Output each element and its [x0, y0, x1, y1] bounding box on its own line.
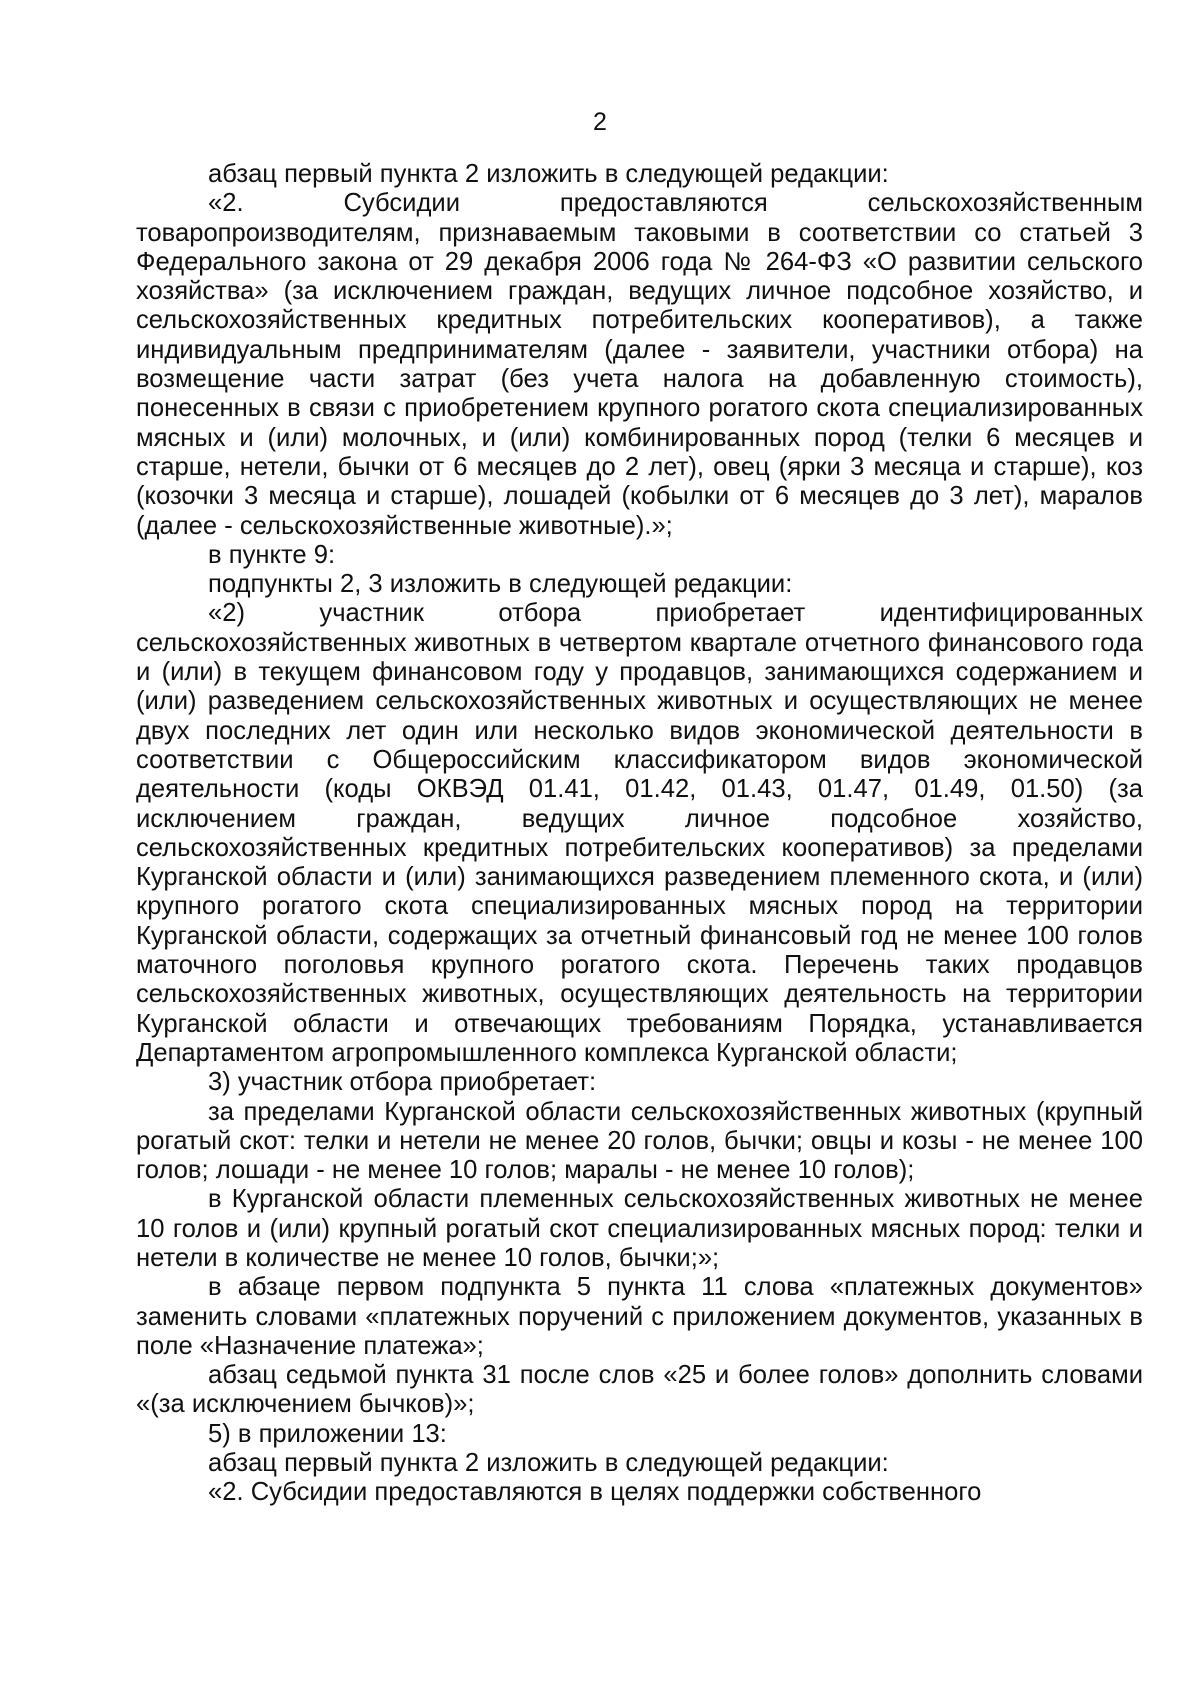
paragraph: в Курганской области племенных сельскохозяйственных животных не менее 10 голов и (или) крупный рогатый скот специализированных мясных пород: телки и нетели в количестве не менее 10 голов, бычки;»; — [136, 1185, 1143, 1272]
paragraph: «2. Субсидии предоставляются в целях поддержки собственного — [208, 1478, 982, 1507]
page-number: 2 — [593, 108, 607, 136]
paragraph: «2. Субсидии предоставляются сельскохозяйственным товаропроизводителям, признаваемым таковыми в соответствии со статьей 3 Федерального закона от 29 декабря 2006 года № 264-ФЗ «О развитии сельского хозяйства» (за исключением граждан, ведущих личное подсобное хозяйство, и сельскохозяйственных кредитных потребительских кооперативов), а также индивидуальным предпринимателям (далее - заявители, участники отбора) на возмещение части затрат (без учета налога на добавленную стоимость), понесенных в связи с приобретением крупного рогатого скота специализированных мясных и (или) молочных, и (или) комбинированных пород (телки 6 месяцев и старше, нетели, бычки от 6 месяцев до 2 лет), овец (ярки 3 месяца и старше), коз (козочки 3 месяца и старше), лошадей (кобылки от 6 месяцев до 3 лет), маралов (далее - сельскохозяйственные животные).»; — [136, 189, 1143, 540]
paragraph: 5) в приложении 13: — [208, 1419, 447, 1448]
paragraph: «2) участник отбора приобретает идентифицированных сельскохозяйственных животных в четвертом квартале отчетного финансового года и (или) в текущем финансовом году у продавцов, занимающихся содержанием и (или) разведением сельскохозяйственных животных и осуществляющих не менее двух последних лет один или несколько видов экономической деятельности в соответствии с Общероссийским классификатором видов экономической деятельности (коды ОКВЭД 01.41, 01.42, 01.43, 01.47, 01.49, 01.50) (за исключением граждан, ведущих личное подсобное хозяйство, сельскохозяйственных кредитных потребительских кооперативов) за пределами Курганской области и (или) занимающихся разведением племенного скота, и (или) крупного рогатого скота специализированных мясных пород на территории Курганской области, содержащих за отчетный финансовый год не менее 100 голов маточного поголовья крупного рогатого скота. Перечень таких продавцов сельскохозяйственных животных, осуществляющих деятельность на территории Курганской области и отвечающих требованиям Порядка, устанавливается Департаментом агропромышленного комплекса Курганской области; — [136, 599, 1143, 1067]
paragraph: абзац первый пункта 2 изложить в следующей редакции: — [208, 160, 889, 188]
paragraph: в абзаце первом подпункта 5 пункта 11 слова «платежных документов» заменить словами «платежных поручений с приложением документов, указанных в поле «Назначение платежа»; — [136, 1273, 1143, 1360]
paragraph: абзац седьмой пункта 31 после слов «25 и более голов» дополнить словами «(за исключением бычков)»; — [136, 1361, 1143, 1419]
paragraph: абзац первый пункта 2 изложить в следующей редакции: — [208, 1449, 889, 1478]
paragraph: подпункты 2, 3 изложить в следующей редакции: — [208, 570, 793, 599]
document-body — [136, 160, 1143, 1508]
paragraph: в пункте 9: — [208, 540, 336, 569]
paragraph: 3) участник отбора приобретает: — [208, 1068, 597, 1097]
paragraph: за пределами Курганской области сельскохозяйственных животных (крупный рогатый скот: телки и нетели не менее 20 голов, бычки; овцы и козы - не менее 100 голов; лошади - не менее 10 голов; маралы - не менее 10 голов); — [136, 1097, 1143, 1185]
